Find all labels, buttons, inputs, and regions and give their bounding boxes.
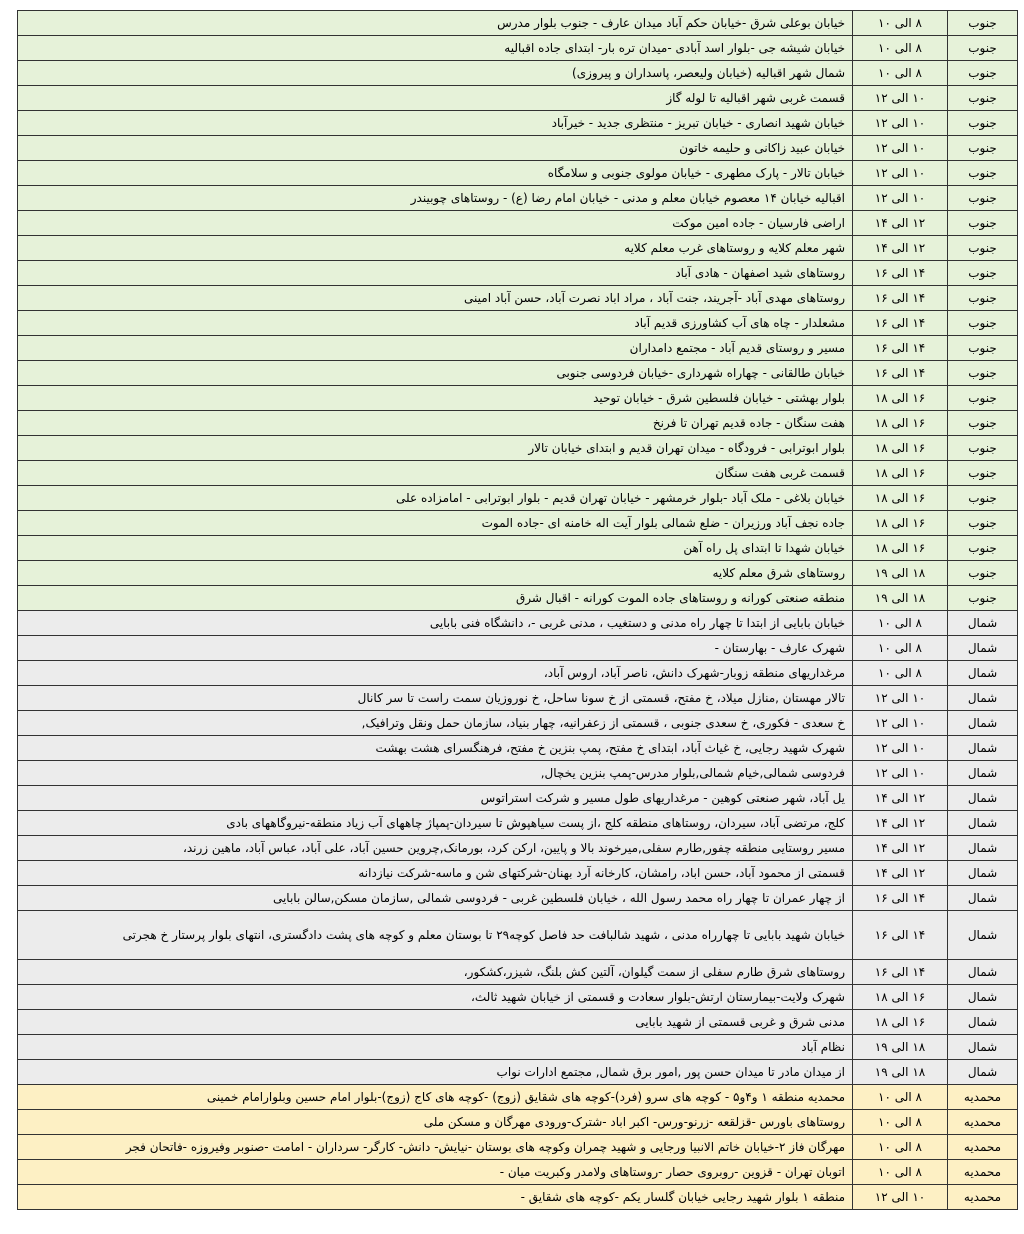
table-row xyxy=(18,1110,1018,1135)
table-row xyxy=(18,611,1018,636)
table-row xyxy=(18,1135,1018,1160)
table-row xyxy=(18,486,1018,511)
area-cell: مشعلدار - چاه های آب کشاورزی قدیم آباد xyxy=(18,311,853,336)
area-cell: جاده نجف آباد ورزیران - ضلع شمالی بلوار آیت اله خامنه ای -جاده الموت xyxy=(18,511,853,536)
area-cell: قسمت غربی هفت سنگان xyxy=(18,461,853,486)
region-cell: جنوب xyxy=(948,136,1018,161)
region-cell: جنوب xyxy=(948,536,1018,561)
region-cell: شمال xyxy=(948,1060,1018,1085)
table-row xyxy=(18,736,1018,761)
area-cell: هفت سنگان - جاده قدیم تهران تا فرنخ xyxy=(18,411,853,436)
time-cell: ۱۲ الی ۱۴ xyxy=(853,836,948,861)
area-cell: روستاهای شرق معلم کلایه xyxy=(18,561,853,586)
table-row xyxy=(18,886,1018,911)
region-cell: جنوب xyxy=(948,436,1018,461)
region-cell: جنوب xyxy=(948,586,1018,611)
region-cell: شمال xyxy=(948,661,1018,686)
time-cell: ۸ الی ۱۰ xyxy=(853,1135,948,1160)
table-row xyxy=(18,236,1018,261)
time-cell: ۱۲ الی ۱۴ xyxy=(853,811,948,836)
region-cell: جنوب xyxy=(948,236,1018,261)
region-cell: شمال xyxy=(948,1035,1018,1060)
table-row xyxy=(18,211,1018,236)
table-row xyxy=(18,86,1018,111)
area-cell: خیابان شیشه جی -بلوار اسد آبادی -میدان تره بار- ابتدای جاده اقبالیه xyxy=(18,36,853,61)
area-cell: روستاهای مهدی آباد -آجریند، جنت آباد ، مراد اباد نصرت آباد، حسن آباد امینی xyxy=(18,286,853,311)
table-row xyxy=(18,386,1018,411)
area-cell: خیابان شهید بابایی تا چهارراه مدنی ، شهید شالبافت حد فاصل کوچه۲۹ تا بوستان معلم و کوچه های پشت دادگستری، انتهای بلوار پرستار خ هجرتی xyxy=(18,911,853,960)
table-row xyxy=(18,361,1018,386)
time-cell: ۱۲ الی ۱۴ xyxy=(853,236,948,261)
region-cell: شمال xyxy=(948,960,1018,985)
outage-schedule-table xyxy=(17,10,1018,1210)
region-cell: جنوب xyxy=(948,186,1018,211)
time-cell: ۱۸ الی ۱۹ xyxy=(853,1035,948,1060)
table-row xyxy=(18,111,1018,136)
area-cell: خیابان تالار - پارک مطهری - خیابان مولوی جنوبی و سلامگاه xyxy=(18,161,853,186)
area-cell: شهرک ولایت-بیمارستان ارتش-بلوار سعادت و قسمتی از خیابان شهید ثالث، xyxy=(18,985,853,1010)
time-cell: ۱۴ الی ۱۶ xyxy=(853,336,948,361)
region-cell: محمدیه xyxy=(948,1185,1018,1210)
area-cell: اقبالیه خیابان ۱۴ معصوم خیابان معلم و مدنی - خیابان امام رضا (ع) - روستاهای چوبیندر xyxy=(18,186,853,211)
time-cell: ۱۴ الی ۱۶ xyxy=(853,960,948,985)
region-cell: جنوب xyxy=(948,561,1018,586)
area-cell: مهرگان فاز ۲-خیابان خاتم الانبیا ورجایی و شهید چمران وکوچه های بوستان -نیایش- دانش- کارگر- سرداران - امامت -صنوبر وفیروزه -فاتحان فجر xyxy=(18,1135,853,1160)
region-cell: شمال xyxy=(948,636,1018,661)
time-cell: ۱۴ الی ۱۶ xyxy=(853,361,948,386)
table-row xyxy=(18,186,1018,211)
time-cell: ۱۰ الی ۱۲ xyxy=(853,761,948,786)
region-cell: جنوب xyxy=(948,461,1018,486)
area-cell: شهر معلم کلایه و روستاهای غرب معلم کلایه xyxy=(18,236,853,261)
area-cell: مسیر روستایی منطقه چفور,طارم سفلی,میرخوند بالا و پایین، ارکن کرد، بورمانک,چروین حسین آباد، علی آباد، عباس آباد، ماهین زرند، xyxy=(18,836,853,861)
region-cell: شمال xyxy=(948,711,1018,736)
table-row xyxy=(18,36,1018,61)
table-row xyxy=(18,11,1018,36)
area-cell: از میدان مادر تا میدان حسن پور ,امور برق شمال, مجتمع ادارات نواب xyxy=(18,1060,853,1085)
time-cell: ۱۶ الی ۱۸ xyxy=(853,511,948,536)
time-cell: ۱۴ الی ۱۶ xyxy=(853,911,948,960)
region-cell: محمدیه xyxy=(948,1135,1018,1160)
time-cell: ۱۶ الی ۱۸ xyxy=(853,461,948,486)
area-cell: شمال شهر اقبالیه (خیابان ولیعصر، پاسداران و پیروزی) xyxy=(18,61,853,86)
table-row xyxy=(18,686,1018,711)
area-cell: منطقه ۱ بلوار شهید رجایی خیابان گلسار یکم -کوچه های شقایق - xyxy=(18,1185,853,1210)
table-row xyxy=(18,61,1018,86)
table-row xyxy=(18,960,1018,985)
region-cell: شمال xyxy=(948,836,1018,861)
area-cell: خ سعدی - فکوری، خ سعدی جنوبی ، قسمتی از زعفرانیه، چهار بنیاد، سازمان حمل ونقل وترافیک, xyxy=(18,711,853,736)
region-cell: جنوب xyxy=(948,411,1018,436)
time-cell: ۱۴ الی ۱۶ xyxy=(853,261,948,286)
region-cell: شمال xyxy=(948,861,1018,886)
region-cell: جنوب xyxy=(948,86,1018,111)
time-cell: ۱۲ الی ۱۴ xyxy=(853,211,948,236)
time-cell: ۱۲ الی ۱۴ xyxy=(853,861,948,886)
time-cell: ۱۰ الی ۱۲ xyxy=(853,86,948,111)
time-cell: ۱۰ الی ۱۲ xyxy=(853,711,948,736)
region-cell: جنوب xyxy=(948,161,1018,186)
region-cell: شمال xyxy=(948,736,1018,761)
time-cell: ۱۰ الی ۱۲ xyxy=(853,736,948,761)
table-row xyxy=(18,336,1018,361)
area-cell: شهرک عارف - بهارستان - xyxy=(18,636,853,661)
table-row xyxy=(18,1085,1018,1110)
area-cell: یل آباد، شهر صنعتی کوهین - مرغداریهای طول مسیر و شرکت استراتوس xyxy=(18,786,853,811)
area-cell: منطقه صنعتی کورانه و روستاهای جاده الموت کورانه - اقبال شرق xyxy=(18,586,853,611)
table-row xyxy=(18,811,1018,836)
table-row xyxy=(18,836,1018,861)
region-cell: شمال xyxy=(948,686,1018,711)
table-row xyxy=(18,636,1018,661)
area-cell: اتوبان تهران - قزوین -روبروی حصار -روستاهای ولامدر وکبریت میان - xyxy=(18,1160,853,1185)
region-cell: شمال xyxy=(948,911,1018,960)
time-cell: ۱۸ الی ۱۹ xyxy=(853,561,948,586)
area-cell: خیابان شهید انصاری - خیابان تبریز - منتظری جدید - خیرآباد xyxy=(18,111,853,136)
region-cell: محمدیه xyxy=(948,1085,1018,1110)
table-row xyxy=(18,411,1018,436)
region-cell: جنوب xyxy=(948,61,1018,86)
area-cell: خیابان بلاغی - ملک آباد -بلوار خرمشهر - خیابان تهران قدیم - بلوار ابوترابی - امامزاده علی xyxy=(18,486,853,511)
region-cell: محمدیه xyxy=(948,1160,1018,1185)
table-row xyxy=(18,436,1018,461)
time-cell: ۱۰ الی ۱۲ xyxy=(853,186,948,211)
time-cell: ۸ الی ۱۰ xyxy=(853,1160,948,1185)
time-cell: ۱۶ الی ۱۸ xyxy=(853,386,948,411)
time-cell: ۸ الی ۱۰ xyxy=(853,636,948,661)
time-cell: ۸ الی ۱۰ xyxy=(853,1110,948,1135)
area-cell: از چهار عمران تا چهار راه محمد رسول الله ، خیابان فلسطین غربی - فردوسی شمالی ,سازمان مسکن,سالن بابایی xyxy=(18,886,853,911)
region-cell: جنوب xyxy=(948,311,1018,336)
time-cell: ۱۴ الی ۱۶ xyxy=(853,886,948,911)
time-cell: ۱۴ الی ۱۶ xyxy=(853,311,948,336)
table-row xyxy=(18,261,1018,286)
area-cell: نظام آباد xyxy=(18,1035,853,1060)
table-row xyxy=(18,586,1018,611)
time-cell: ۱۰ الی ۱۲ xyxy=(853,161,948,186)
region-cell: جنوب xyxy=(948,511,1018,536)
area-cell: فردوسی شمالی,خیام شمالی,بلوار مدرس-پمپ بنزین یخچال, xyxy=(18,761,853,786)
area-cell: قسمتی از محمود آباد، حسن اباد، رامشان، کارخانه آرد بهنان-شرکتهای شن و ماسه-شرکت نیازدانه xyxy=(18,861,853,886)
area-cell: کلج، مرتضی آباد، سیردان، روستاهای منطقه کلج ،از پست سیاهپوش تا سیردان-پمپاژ چاههای آب زیاد منطقه-نیروگاههای بادی xyxy=(18,811,853,836)
table-row xyxy=(18,1185,1018,1210)
table-row xyxy=(18,461,1018,486)
region-cell: جنوب xyxy=(948,361,1018,386)
time-cell: ۱۸ الی ۱۹ xyxy=(853,1060,948,1085)
region-cell: شمال xyxy=(948,611,1018,636)
time-cell: ۸ الی ۱۰ xyxy=(853,36,948,61)
region-cell: جنوب xyxy=(948,261,1018,286)
area-cell: خیابان شهدا تا ابتدای پل راه آهن xyxy=(18,536,853,561)
time-cell: ۱۶ الی ۱۸ xyxy=(853,536,948,561)
region-cell: جنوب xyxy=(948,386,1018,411)
table-row xyxy=(18,911,1018,960)
region-cell: جنوب xyxy=(948,11,1018,36)
time-cell: ۱۶ الی ۱۸ xyxy=(853,1010,948,1035)
time-cell: ۱۰ الی ۱۲ xyxy=(853,111,948,136)
area-cell: خیابان بوعلی شرق -خیابان حکم آباد میدان عارف - جنوب بلوار مدرس xyxy=(18,11,853,36)
area-cell: روستاهای شید اصفهان - هادی آباد xyxy=(18,261,853,286)
area-cell: روستاهای شرق طارم سفلی از سمت گیلوان، آلتین کش بلنگ، شیزر،کشکور، xyxy=(18,960,853,985)
region-cell: جنوب xyxy=(948,286,1018,311)
time-cell: ۸ الی ۱۰ xyxy=(853,61,948,86)
table-row xyxy=(18,661,1018,686)
region-cell: شمال xyxy=(948,811,1018,836)
table-row xyxy=(18,985,1018,1010)
region-cell: شمال xyxy=(948,985,1018,1010)
table-row xyxy=(18,286,1018,311)
table-row xyxy=(18,536,1018,561)
time-cell: ۱۰ الی ۱۲ xyxy=(853,1185,948,1210)
time-cell: ۱۶ الی ۱۸ xyxy=(853,486,948,511)
table-row xyxy=(18,711,1018,736)
table-row xyxy=(18,1160,1018,1185)
area-cell: بلوار ابوترابی - فرودگاه - میدان تهران قدیم و ابتدای خیابان تالار xyxy=(18,436,853,461)
region-cell: شمال xyxy=(948,886,1018,911)
table-row xyxy=(18,161,1018,186)
area-cell: اراضی فارسیان - جاده امین موکت xyxy=(18,211,853,236)
region-cell: محمدیه xyxy=(948,1110,1018,1135)
time-cell: ۸ الی ۱۰ xyxy=(853,661,948,686)
time-cell: ۸ الی ۱۰ xyxy=(853,1085,948,1110)
time-cell: ۱۰ الی ۱۲ xyxy=(853,686,948,711)
time-cell: ۸ الی ۱۰ xyxy=(853,11,948,36)
table-row xyxy=(18,311,1018,336)
table-row xyxy=(18,1035,1018,1060)
area-cell: بلوار بهشتی - خیابان فلسطین شرق - خیابان توحید xyxy=(18,386,853,411)
area-cell: مدنی شرق و غربی قسمتی از شهید بابایی xyxy=(18,1010,853,1035)
region-cell: جنوب xyxy=(948,336,1018,361)
table-row xyxy=(18,136,1018,161)
time-cell: ۱۰ الی ۱۲ xyxy=(853,136,948,161)
region-cell: شمال xyxy=(948,1010,1018,1035)
area-cell: روستاهای باورس -قزلقعه -زرنو-ورس- اکبر اباد -شترک-ورودی مهرگان و مسکن ملی xyxy=(18,1110,853,1135)
area-cell: شهرک شهید رجایی، خ غیاث آباد، ابتدای خ مفتح، پمپ بنزین خ مفتح، فرهنگسرای هشت بهشت xyxy=(18,736,853,761)
time-cell: ۸ الی ۱۰ xyxy=(853,611,948,636)
time-cell: ۱۶ الی ۱۸ xyxy=(853,436,948,461)
area-cell: خیابان طالقانی - چهاراه شهرداری -خیابان فردوسی جنوبی xyxy=(18,361,853,386)
outage-schedule-body xyxy=(18,11,1018,1210)
region-cell: شمال xyxy=(948,786,1018,811)
time-cell: ۱۲ الی ۱۴ xyxy=(853,786,948,811)
region-cell: جنوب xyxy=(948,211,1018,236)
region-cell: شمال xyxy=(948,761,1018,786)
time-cell: ۱۸ الی ۱۹ xyxy=(853,586,948,611)
table-row xyxy=(18,561,1018,586)
table-row xyxy=(18,861,1018,886)
time-cell: ۱۴ الی ۱۶ xyxy=(853,286,948,311)
area-cell: قسمت غربی شهر اقبالیه تا لوله گاز xyxy=(18,86,853,111)
table-row xyxy=(18,786,1018,811)
area-cell: خیابان عبید زاکانی و حلیمه خاتون xyxy=(18,136,853,161)
table-row xyxy=(18,1060,1018,1085)
time-cell: ۱۶ الی ۱۸ xyxy=(853,985,948,1010)
area-cell: خیابان بابایی از ابتدا تا چهار راه مدنی و دستغیب ، مدنی غربی -، دانشگاه فنی بابایی xyxy=(18,611,853,636)
region-cell: جنوب xyxy=(948,111,1018,136)
area-cell: مسیر و روستای قدیم آباد - مجتمع دامداران xyxy=(18,336,853,361)
region-cell: جنوب xyxy=(948,36,1018,61)
time-cell: ۱۶ الی ۱۸ xyxy=(853,411,948,436)
area-cell: مرغداریهای منطقه زوبار-شهرک دانش، ناصر آباد، اروس آباد، xyxy=(18,661,853,686)
area-cell: تالار مهستان ,منازل میلاد، خ مفتح، قسمتی از خ سونا ساحل، خ نوروزیان سمت راست تا سر کانال xyxy=(18,686,853,711)
table-row xyxy=(18,511,1018,536)
table-row xyxy=(18,761,1018,786)
area-cell: محمدیه منطقه ۱ و۴و۵ - کوچه های سرو (فرد)-کوچه های شقایق (زوج) -کوچه های کاج (زوج)-بلوار امام حسین وبلوارامام خمینی xyxy=(18,1085,853,1110)
region-cell: جنوب xyxy=(948,486,1018,511)
table-row xyxy=(18,1010,1018,1035)
